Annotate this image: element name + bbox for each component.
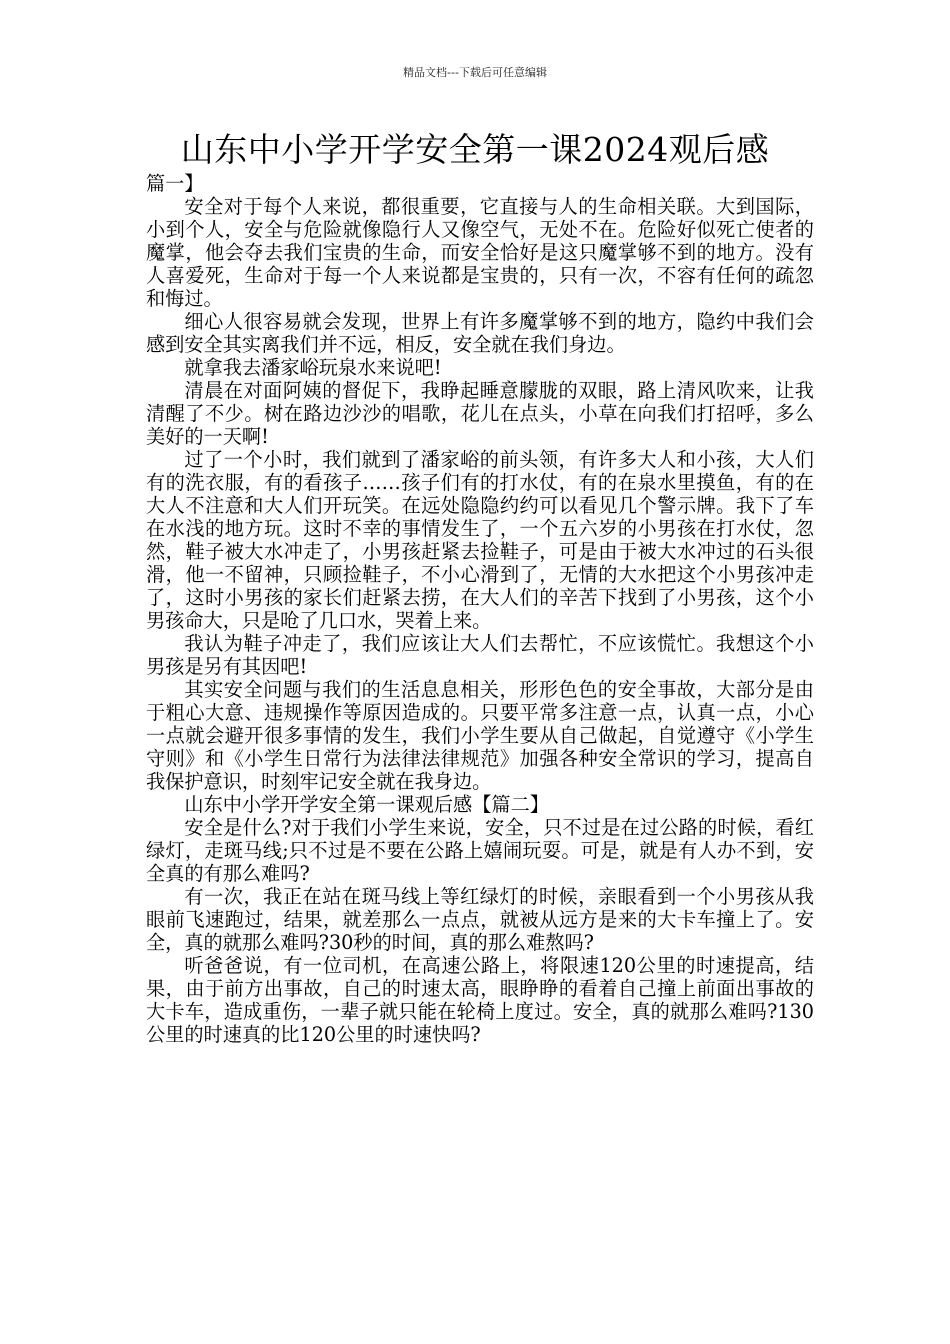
section-label: 篇一】 xyxy=(146,172,204,195)
paragraph: 安全对于每个人来说，都很重要，它直接与人的生命相关联。大到国际，小到个人，安全与危险就像隐行人又像空气，无处不在。危险好似死亡使者的魔掌，他会夺去我们宝贵的生命，而安全恰好是这只魔掌够不到的地方。没有人喜爱死，生命对于每一个人来说都是宝贵的，只有一次，不容有任何的疏忽和悔过。 xyxy=(146,195,814,310)
paragraph: 细心人很容易就会发现，世界上有许多魔掌够不到的地方，隐约中我们会感到安全其实离我们并不远，相反，安全就在我们身边。 xyxy=(146,310,814,356)
page-header: 精品文档---下载后可任意编辑 xyxy=(403,66,547,79)
paragraph: 我认为鞋子冲走了，我们应该让大人们去帮忙，不应该慌忙。我想这个小男孩是另有其因吧! xyxy=(146,632,814,678)
paragraph: 安全是什么?对于我们小学生来说，安全，只不过是在过公路的时候，看红绿灯，走斑马线;只不过是不要在公路上嬉闹玩耍。可是，就是有人办不到，安全真的有那么难吗? xyxy=(146,816,814,885)
paragraph: 有一次，我正在站在斑马线上等红绿灯的时候，亲眼看到一个小男孩从我眼前飞速跑过，结果，就差那么一点点，就被从远方是来的大卡车撞上了。安全，真的就那么难吗?30秒的时间，真的那么难熬吗? xyxy=(146,885,814,954)
document-title: 山东中小学开学安全第一课2024观后感 xyxy=(180,130,770,169)
paragraph: 清晨在对面阿姨的督促下，我睁起睡意朦胧的双眼，路上清风吹来，让我清醒了不少。树在路边沙沙的唱歌，花儿在点头，小草在向我们打招呼，多么美好的一天啊! xyxy=(146,379,814,448)
section-heading: 山东中小学开学安全第一课观后感【篇二】 xyxy=(184,793,549,816)
paragraph: 其实安全问题与我们的生活息息相关，形形色色的安全事故，大部分是由于粗心大意、违规操作等原因造成的。只要平常多注意一点，认真一点，小心一点就会避开很多事情的发生，我们小学生要从自己做起，自觉遵守《小学生守则》和《小学生日常行为法律法律规范》加强各种安全常识的学习，提高自我保护意识，时刻牢记安全就在我身边。 xyxy=(146,678,814,793)
paragraph: 就拿我去潘家峪玩泉水来说吧! xyxy=(184,356,442,379)
document-body xyxy=(146,172,814,1046)
paragraph: 听爸爸说，有一位司机，在高速公路上，将限速120公里的时速提高，结果，由于前方出事故，自己的时速太高，眼睁睁的看着自己撞上前面出事故的大卡车，造成重伤，一辈子就只能在轮椅上度过。安全，真的就那么难吗?130公里的时速真的比120公里的时速快吗? xyxy=(146,954,814,1046)
paragraph: 过了一个小时，我们就到了潘家峪的前头领，有许多大人和小孩，大人们有的洗衣服，有的看孩子……孩子们有的打水仗，有的在泉水里摸鱼，有的在大人不注意和大人们开玩笑。在远处隐隐约约可以看见几个警示牌。我下了车在水浅的地方玩。这时不幸的事情发生了，一个五六岁的小男孩在打水仗，忽然，鞋子被大水冲走了，小男孩赶紧去捡鞋子，可是由于被大水冲过的石头很滑，他一不留神，只顾捡鞋子，不小心滑到了，无情的大水把这个小男孩冲走了，这时小男孩的家长们赶紧去捞，在大人们的辛苦下找到了小男孩，这个小男孩命大，只是呛了几口水，哭着上来。 xyxy=(146,448,814,632)
